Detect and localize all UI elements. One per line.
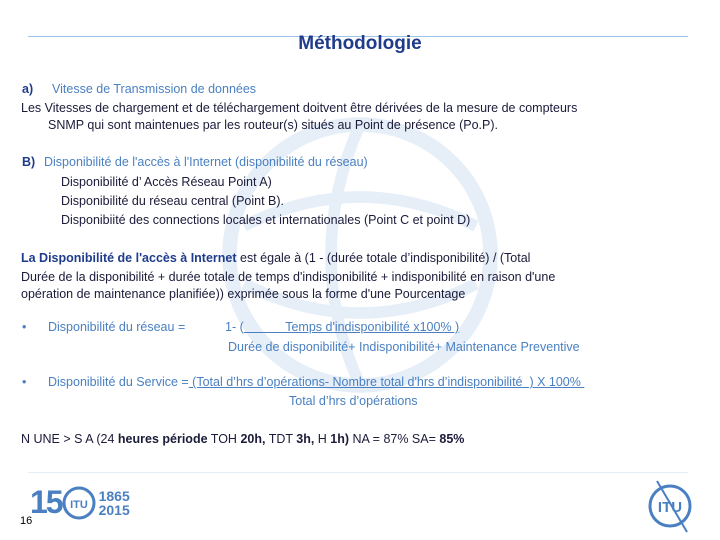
section-b-heading: Disponibilité de l'accès à l'Internet (disponibilité du réseau) (44, 155, 368, 169)
svg-text:ITU: ITU (69, 498, 88, 511)
formula-service-denominator: Total d’hrs d’opérations (289, 394, 418, 408)
definition-text-3: opération de maintenance planifiée)) exprimée sous la forme d'une Pourcentage (21, 287, 466, 301)
page-number: 16 (20, 515, 33, 527)
definition-text-2: Durée de la disponibilité + durée totale de temps d'indisponibilité + indisponibilité en raison d'une (21, 270, 556, 284)
page-title: Méthodologie (298, 33, 422, 54)
section-b-item: Disponibilité du réseau central (Point B). (61, 194, 285, 208)
formula-network-label: Disponibilité du réseau = (48, 320, 186, 334)
itu-globe-icon (62, 486, 96, 520)
bullet: • (22, 320, 27, 334)
bullet: • (22, 375, 27, 389)
section-b-label: B) (22, 155, 36, 169)
svg-text:ITU: ITU (657, 499, 683, 516)
example-line: N UNE > S A (24 heures période TOH 20h, TDT 3h, H 1h) NA = 87% SA= 85% (21, 432, 465, 446)
definition-text: est égale à (1 - (durée totale d’indisponibilité) / (Total (236, 251, 531, 265)
section-a-heading: Vitesse de Transmission de données (52, 82, 257, 96)
section-a-text: Les Vitesses de chargement et de téléchargement doitvent être dérivées de la mesure de compteurs (21, 101, 578, 115)
formula-network-numerator: Temps d'indisponibilité x100% ) (243, 320, 460, 334)
section-b-item: Disponibilité d’ Accès Réseau Point A) (61, 175, 272, 189)
bottom-rule (28, 472, 688, 473)
section-a-label: a) (22, 82, 34, 96)
definition-term: La Disponibilité de l'accès à Internet (21, 251, 237, 265)
formula-service-numerator: (Total d’hrs d’opérations- Nombre total d'hrs d’indisponibilité ) X 100% (188, 375, 585, 389)
anniversary-logo: 15 ITU 1865 2015 (30, 484, 130, 520)
formula-network-denominator: Durée de disponibilité+ Indisponibilité+ Maintenance Preventive (228, 340, 580, 354)
section-b-item: Disponibiité des connections locales et internationales (Point C et point D) (61, 213, 471, 227)
formula-network-prefix: 1- ( (225, 320, 244, 334)
itu-logo-icon (645, 476, 695, 534)
section-a-text-2: SNMP qui sont maintenues par les routeur(s) situés au Point de présence (Po.P). (48, 118, 498, 132)
formula-service-label: Disponibilité du Service = (48, 375, 189, 389)
